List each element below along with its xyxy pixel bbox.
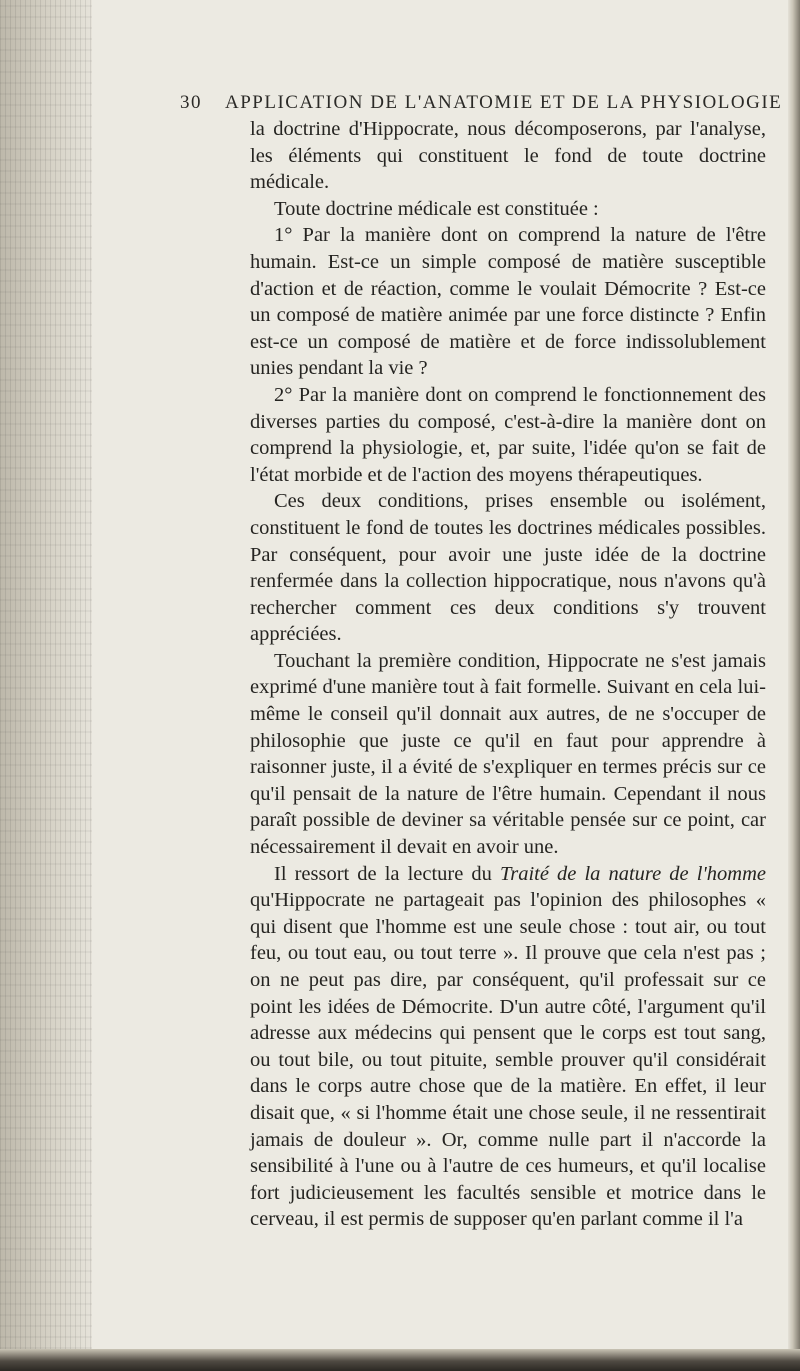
- paragraph-first-condition: Touchant la première condition, Hippocrate ne s'est jamais exprimé d'une manière tout à fait formelle. Suivant en cela lui-même le conseil qu'il donnait aux autres, de ne s'occuper de philosophie que juste ce qu'il en faut pour apprendre à raisonner juste, il a évité de s'expliquer en termes précis sur ce qu'il pensait de la nature de l'être humain. Cependant il nous paraît possible de deviner sa véritable pensée sur ce point, car nécessairement il devait en avoir une.: [250, 649, 766, 859]
- page-edge-bottom: [0, 1349, 800, 1371]
- treatise-text-before: Il ressort de la lecture du: [274, 862, 500, 885]
- treatise-title: Traité de la nature de l'homme: [499, 862, 766, 885]
- treatise-text-after: qu'Hippocrate ne partageait pas l'opinion des philosophes « qui disent que l'homme est une seule chose : tout air, ou tout feu, ou tout eau, ou tout terre ». Il prouve que cela n'est pas ; on ne peut pas dire, par conséquent, qu'il professait sur ce point les idées de Démocrite. D'un autre côté, l'argument qu'il adresse aux médecins qui pensent que le corps est tout sang, ou tout bile, ou tout pituite, semble prouver qu'il considérait dans le corps autre chose que de la matière. En effet, il leur disait que, « si l'homme était une chose seule, il ne ressentirait jamais de douleur ». Or, comme nulle part il n'accorde la sensibilité à l'une ou à l'autre de ces humeurs, et qu'il localise fort judicieusement les facultés sensible et motrice dans le cerveau, il est permis de supposer qu'en parlant comme il l'a: [250, 889, 766, 1231]
- running-head-title: APPLICATION DE L'ANATOMIE ET DE LA PHYSIOLOGIE: [225, 92, 783, 113]
- binding-gutter: [0, 0, 92, 1371]
- body-text: [250, 116, 766, 1233]
- page-edge-right: [788, 0, 800, 1371]
- paragraph-condition-1: 1° Par la manière dont on comprend la nature de l'être humain. Est-ce un simple composé de matière susceptible d'action et de réaction, comme le voulait Démocrite ? Est-ce un composé de matière animée par une force distincte ? Enfin est-ce un composé de matière et de force indissolublement unies pendant la vie ?: [250, 224, 766, 380]
- paragraph-definition: Toute doctrine médicale est constituée :: [274, 197, 599, 220]
- paragraph-conclusion: Ces deux conditions, prises ensemble ou isolément, constituent le fond de toutes les doctrines médicales possibles. Par conséquent, pour avoir une juste idée de la doctrine renfermée dans la collection hippocratique, nous n'avons qu'à rechercher comment ces deux conditions s'y trouvent appréciées.: [250, 490, 766, 646]
- page-number: 30: [180, 92, 202, 113]
- paragraph-condition-2: 2° Par la manière dont on comprend le fonctionnement des diverses parties du composé, c'est-à-dire la manière dont on comprend la physiologie, et, par suite, l'idée qu'on se fait de l'état morbide et de l'action des moyens thérapeutiques.: [250, 383, 766, 486]
- paragraph-continuation: la doctrine d'Hippocrate, nous décomposerons, par l'analyse, les éléments qui constituent le fond de toute doctrine médicale.: [250, 118, 766, 194]
- paragraph-treatise: [250, 861, 766, 1233]
